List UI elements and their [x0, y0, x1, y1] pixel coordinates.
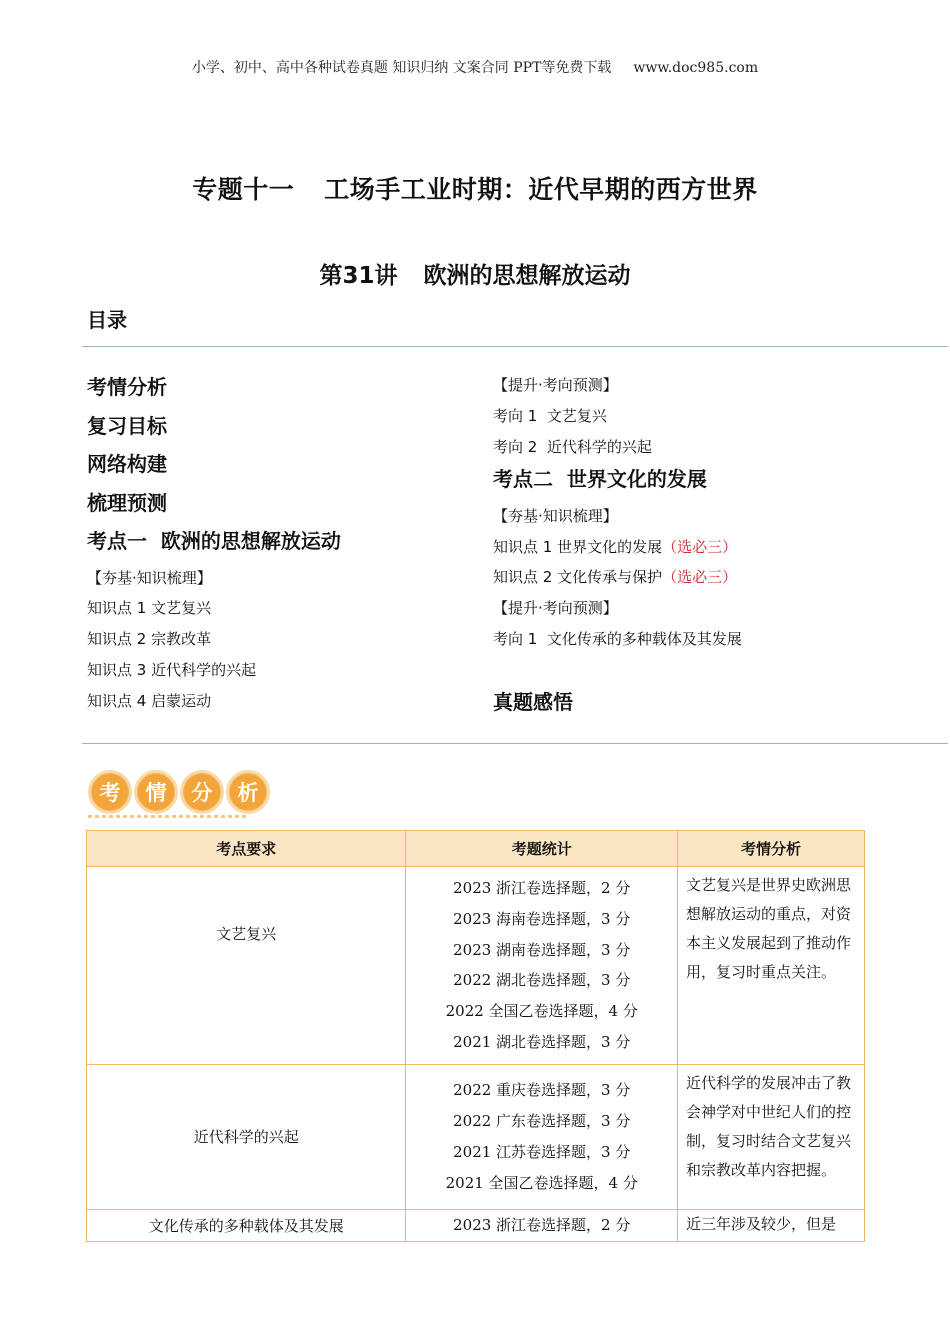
cell-analysis: 近代科学的发展冲击了教会神学对中世纪人们的控制，复习时结合文艺复兴和宗教改革内容把握。	[678, 1064, 865, 1209]
exam-item: 2022 湖北卷选择题，3 分	[453, 971, 631, 990]
exam-item: 2023 浙江卷选择题，2 分	[453, 879, 631, 897]
toc-item-wh-zsd2[interactable]	[493, 564, 742, 595]
badge-char: 析	[226, 770, 270, 814]
toc-item-tisheng2[interactable]: 【提升·考向预测】	[493, 599, 618, 618]
table-row	[87, 1209, 865, 1241]
exam-item: 2023 浙江卷选择题，2 分	[453, 1215, 631, 1234]
toc-item-wh-zsd2-label: 知识点 2 文化传承与保护	[493, 568, 663, 587]
lecture-name: 欧洲的思想解放运动	[423, 263, 631, 289]
exam-item: 2022 广东卷选择题，3 分	[453, 1111, 631, 1130]
header-url[interactable]: www.doc985.com	[633, 60, 759, 76]
header-left-text: 小学、初中、高中各种试卷真题 知识归纳 文案合同 PPT等免费下载	[191, 60, 612, 76]
toc-item-hangji[interactable]: 【夯基·知识梳理】	[87, 568, 212, 587]
toc-item-kaoxiang2[interactable]: 考向 2 近代科学的兴起	[493, 437, 652, 456]
toc-item-wh-zsd1[interactable]	[493, 534, 742, 565]
lecture-number: 第31讲	[319, 263, 398, 289]
exam-item: 2023 海南卷选择题，3 分	[453, 909, 631, 928]
header-requirement: 考点要求	[87, 831, 406, 867]
badge-char: 情	[134, 770, 178, 814]
header-statistics: 考题统计	[406, 831, 678, 867]
topic-number: 专题十一	[192, 175, 295, 204]
toc-left-column	[87, 372, 341, 718]
topic-title	[0, 170, 950, 206]
toc-item-zsd2[interactable]: 知识点 2 宗教改革	[87, 630, 212, 649]
section-badge-kaoqing	[88, 770, 270, 814]
exam-item: 2021 全国乙卷选择题，4 分	[445, 1173, 638, 1192]
cell-requirement: 文艺复兴	[87, 867, 406, 1065]
badge-char: 分	[180, 770, 224, 814]
exam-item: 2021 湖北卷选择题，3 分	[453, 1032, 631, 1051]
exam-item: 2023 湖南卷选择题，3 分	[453, 940, 631, 959]
table-row	[87, 1064, 865, 1209]
exam-stats-table	[86, 830, 865, 1242]
toc-item-kaodian2[interactable]: 考点二 世界文化的发展	[493, 467, 707, 492]
cell-statistics	[406, 867, 678, 1065]
toc-item-zsd4[interactable]: 知识点 4 启蒙运动	[87, 691, 212, 710]
cell-analysis: 近三年涉及较少，但是	[678, 1209, 865, 1241]
toc-item-kaodian1[interactable]: 考点一 欧洲的思想解放运动	[87, 529, 341, 553]
exam-item: 2022 重庆卷选择题，3 分	[453, 1081, 631, 1100]
cell-requirement: 文化传承的多种载体及其发展	[87, 1209, 406, 1241]
header-analysis: 考情分析	[678, 831, 865, 867]
cell-requirement: 近代科学的兴起	[87, 1064, 406, 1209]
lecture-title	[0, 257, 950, 290]
toc-item-wh-zsd1-note: （选必三）	[662, 537, 738, 556]
toc-heading: 目录	[87, 308, 127, 332]
topic-name: 工场手工业时期：近代早期的西方世界	[324, 175, 758, 204]
cell-statistics	[406, 1064, 678, 1209]
toc-item-fuxi[interactable]: 复习目标	[87, 413, 167, 438]
toc-item-zsd3[interactable]: 知识点 3 近代科学的兴起	[87, 660, 257, 679]
exam-item: 2021 江苏卷选择题，3 分	[453, 1142, 631, 1161]
toc-item-wh-zsd1-label: 知识点 1 世界文化的发展	[493, 537, 663, 556]
table-row	[87, 867, 865, 1065]
toc-item-shuli[interactable]: 梳理预测	[87, 490, 167, 515]
badge-underline	[88, 815, 248, 818]
toc-item-zsd1[interactable]: 知识点 1 文艺复兴	[87, 599, 212, 618]
toc-bottom-divider	[82, 743, 948, 744]
badge-char: 考	[88, 770, 132, 814]
toc-item-wh-zsd2-note: （选必三）	[662, 568, 738, 587]
toc-top-divider	[82, 346, 948, 347]
toc-item-kaoxiang1[interactable]: 考向 1 文艺复兴	[493, 406, 607, 425]
table-header-row	[87, 831, 865, 867]
toc-item-hangji2[interactable]: 【夯基·知识梳理】	[493, 506, 618, 525]
cell-statistics	[406, 1209, 678, 1241]
toc-item-kaoxiang3[interactable]: 考向 1 文化传承的多种载体及其发展	[493, 630, 742, 649]
exam-item: 2022 全国乙卷选择题，4 分	[445, 1002, 638, 1021]
cell-analysis: 文艺复兴是世界史欧洲思想解放运动的重点，对资本主义发展起到了推动作用，复习时重点关注。	[678, 867, 865, 1065]
page-header	[0, 57, 950, 77]
toc-item-zhenti[interactable]: 真题感悟	[493, 689, 573, 714]
toc-item-wangluo[interactable]: 网络构建	[87, 452, 167, 476]
toc-item-tisheng1[interactable]: 【提升·考向预测】	[493, 376, 618, 394]
toc-right-column	[493, 372, 742, 725]
toc-item-kaoqing[interactable]: 考情分析	[87, 375, 167, 399]
